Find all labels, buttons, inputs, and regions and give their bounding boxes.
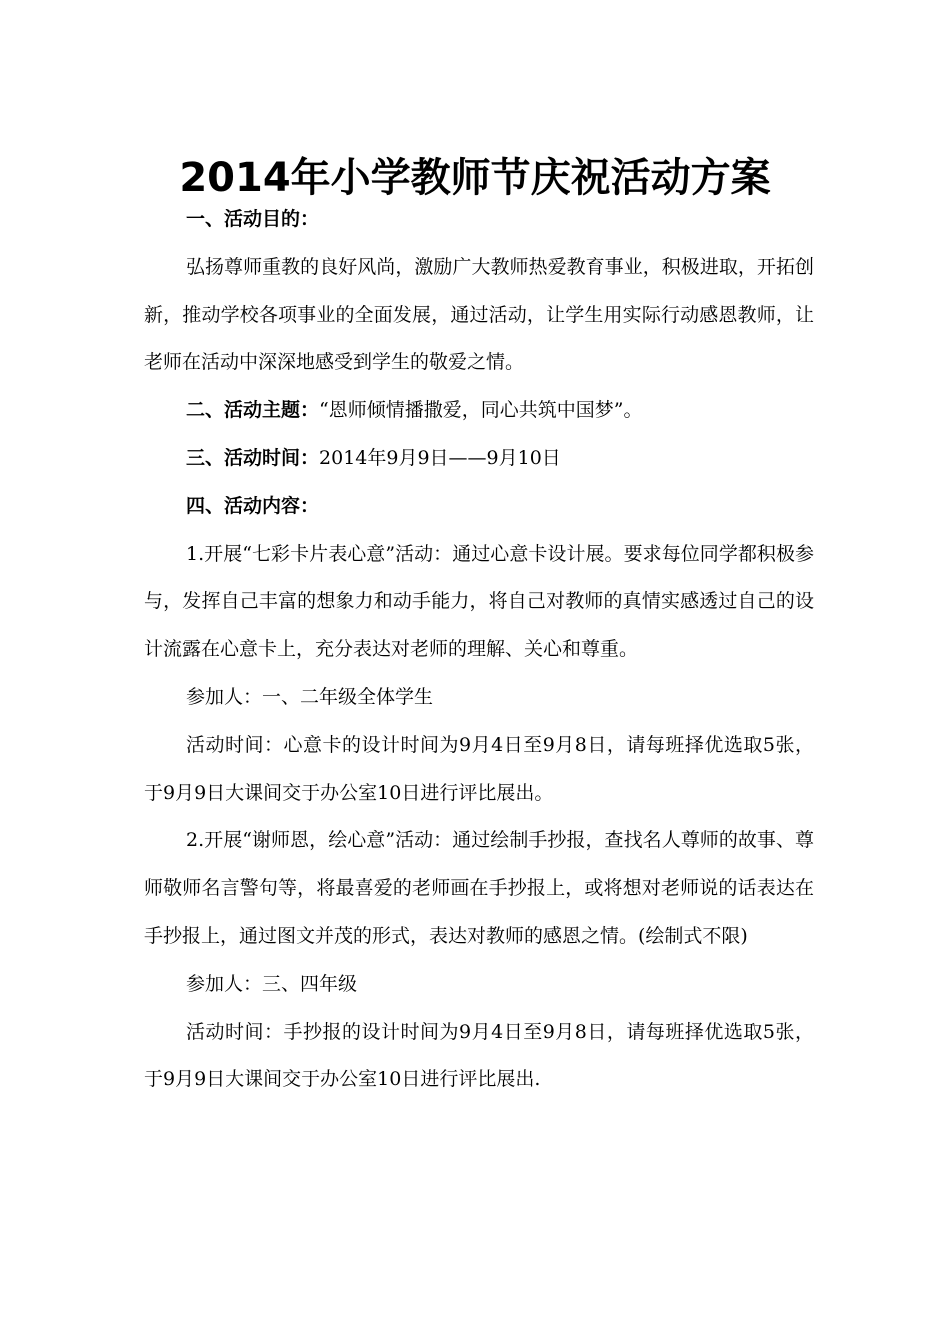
- section-2-heading: 二、活动主题：: [186, 399, 320, 422]
- document-title: 2014年小学教师节庆祝活动方案: [179, 155, 771, 201]
- section-3-text: 2014年9月9日——9月10日: [319, 446, 561, 469]
- item-2-schedule: 活动时间：手抄报的设计时间为9月4日至9月8日，请每班择优选取5张，于9月9日大课间交于办公室10日进行评比展出.: [144, 1020, 814, 1091]
- item-2-participants: 参加人：三、四年级: [186, 972, 358, 995]
- item-1-participants: 参加人：一、二年级全体学生: [186, 685, 434, 708]
- section-3: [144, 435, 814, 483]
- section-1-paragraph: 弘扬尊师重教的良好风尚，激励广大教师热爱教育事业，积极进取，开拓创新，推动学校各项事业的全面发展，通过活动，让学生用实际行动感恩教师，让老师在活动中深深地感受到学生的敬爱之情。: [144, 255, 814, 374]
- item-1-paragraph: 1.开展“七彩卡片表心意”活动：通过心意卡设计展。要求每位同学都积极参与，发挥自己丰富的想象力和动手能力，将自己对教师的真情实感透过自己的设计流露在心意卡上，充分表达对老师的理解、关心和尊重。: [144, 542, 814, 661]
- section-4-heading: 四、活动内容：: [186, 494, 320, 517]
- section-2: [144, 387, 814, 435]
- item-1-schedule: 活动时间：心意卡的设计时间为9月4日至9月8日，请每班择优选取5张，于9月9日大课间交于办公室10日进行评比展出。: [144, 733, 814, 804]
- section-2-text: “恩师倾情播撒爱，同心共筑中国梦”。: [319, 399, 643, 422]
- section-3-heading: 三、活动时间：: [186, 446, 320, 469]
- section-1-heading: 一、活动目的：: [186, 208, 320, 230]
- document-body: [144, 196, 814, 1104]
- item-2-paragraph: 2.开展“谢师恩，绘心意”活动：通过绘制手抄报，查找名人尊师的故事、尊师敬师名言警句等，将最喜爱的老师画在手抄报上，或将想对老师说的话表达在手抄报上，通过图文并茂的形式，表达对教师的感恩之情。(绘制式不限): [144, 829, 814, 947]
